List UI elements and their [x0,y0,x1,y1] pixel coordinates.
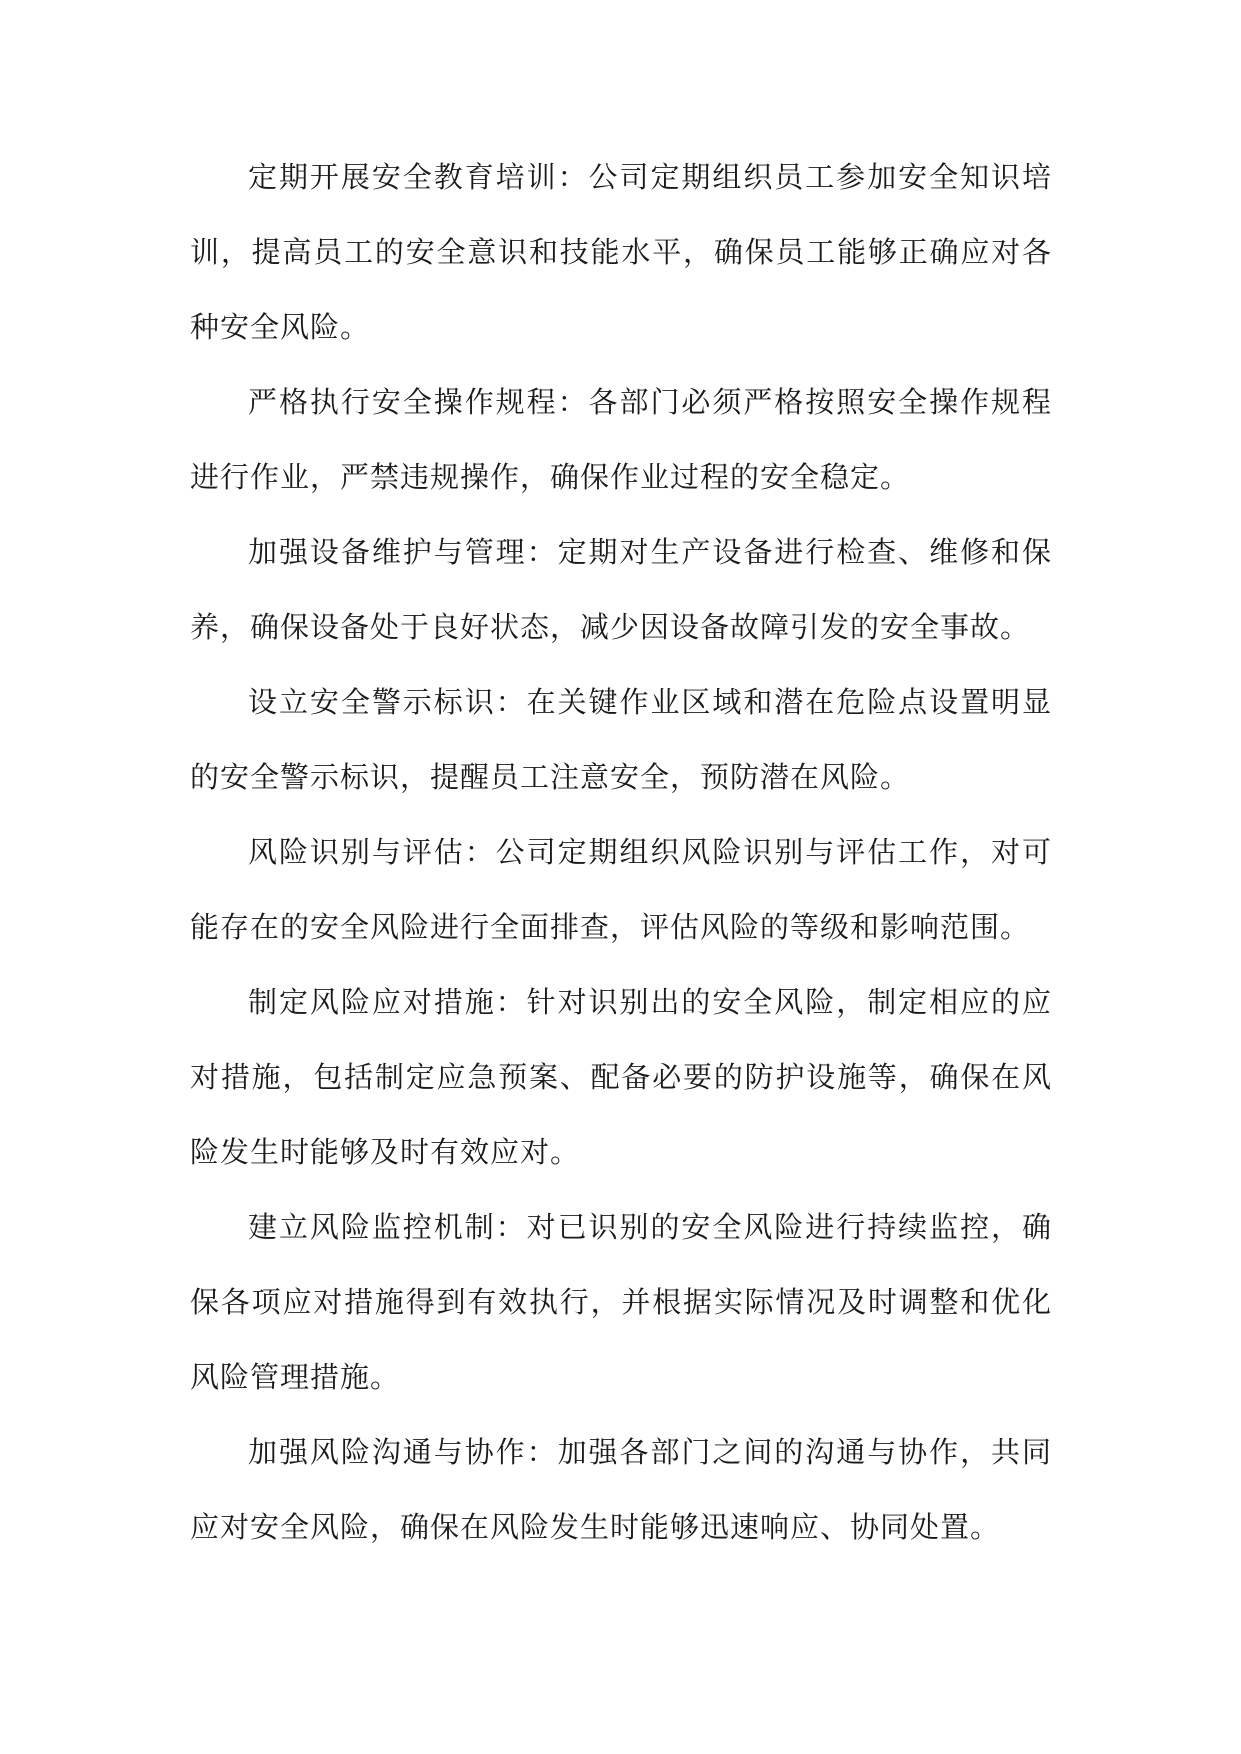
paragraph-risk-monitoring: 建立风险监控机制：对已识别的安全风险进行持续监控，确保各项应对措施得到有效执行，并根据实际情况及时调整和优化风险管理措施。 [190,1210,1052,1394]
paragraph-warning-signs: 设立安全警示标识：在关键作业区域和潜在危险点设置明显的安全警示标识，提醒员工注意安全，预防潜在风险。 [190,685,1052,794]
paragraph-operating-procedures: 严格执行安全操作规程：各部门必须严格按照安全操作规程进行作业，严禁违规操作，确保作业过程的安全稳定。 [190,385,1052,494]
document-body [190,140,1052,1565]
paragraph-risk-measures: 制定风险应对措施：针对识别出的安全风险，制定相应的应对措施，包括制定应急预案、配备必要的防护设施等，确保在风险发生时能够及时有效应对。 [190,985,1052,1169]
paragraph-safety-training: 定期开展安全教育培训：公司定期组织员工参加安全知识培训，提高员工的安全意识和技能水平，确保员工能够正确应对各种安全风险。 [190,160,1052,344]
paragraph-risk-assessment: 风险识别与评估：公司定期组织风险识别与评估工作，对可能存在的安全风险进行全面排查，评估风险的等级和影响范围。 [190,835,1052,944]
paragraph-risk-communication: 加强风险沟通与协作：加强各部门之间的沟通与协作，共同应对安全风险，确保在风险发生时能够迅速响应、协同处置。 [190,1435,1052,1544]
paragraph-equipment-maintenance: 加强设备维护与管理：定期对生产设备进行检查、维修和保养，确保设备处于良好状态，减少因设备故障引发的安全事故。 [190,535,1052,644]
